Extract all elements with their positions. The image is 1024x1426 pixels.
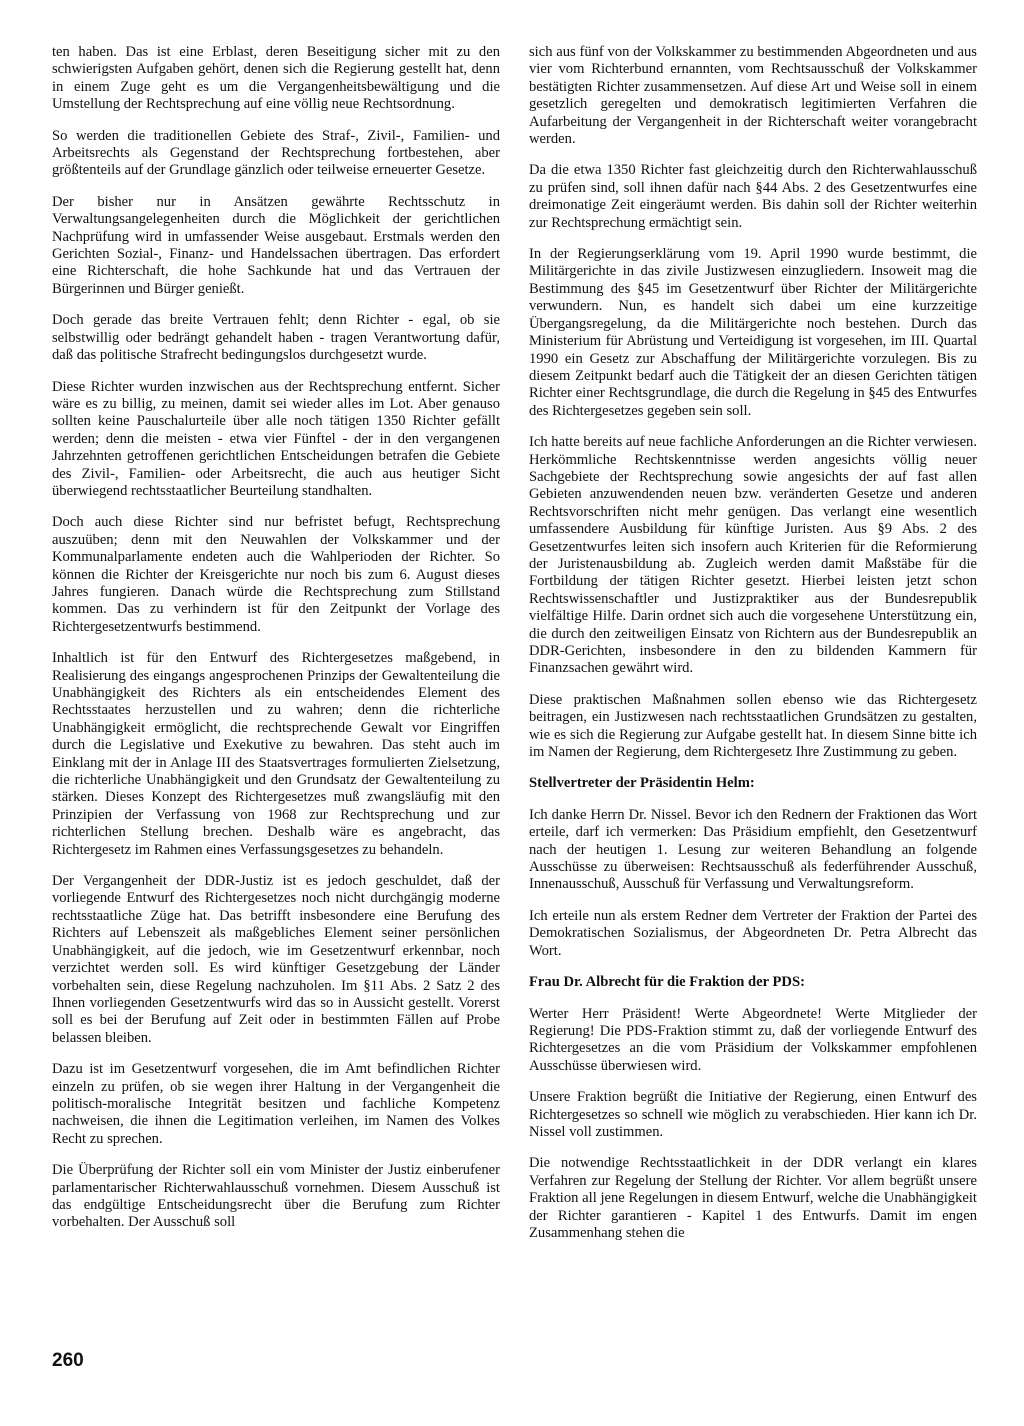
paragraph: Diese praktischen Maßnahmen sollen ebenso wie das Richtergesetz beitragen, ein Justizwesen nach rechtsstaatlichen Grundsätzen zu gestalten, wie es sich die Regierung zur Aufgabe gestellt hat. In diesem Sinne bitte ich im Namen der Regierung, dem Richtergesetz Ihre Zustimmung zu geben. [529,691,977,761]
document-page [52,44,977,1374]
paragraph: Doch gerade das breite Vertrauen fehlt; denn Richter - egal, ob sie selbstwillig oder bedrängt gehandelt haben - tragen Verantwortung dafür, daß das politische Strafrecht bedingungslos durchgesetzt wurde. [52,312,500,364]
paragraph: Ich erteile nun als erstem Redner dem Vertreter der Fraktion der Partei des Demokratischen Sozialismus, der Abgeordneten Dr. Petra Albrecht das Wort. [529,907,977,959]
paragraph: ten haben. Das ist eine Erblast, deren Beseitigung sicher mit zu den schwierigsten Aufgaben gehört, denen sich die Regierung gestellt hat, denn in einem Zuge geht es um die Vergangenheitsbewältigung und die Umstellung der Rechtsprechung auf eine völlig neue Rechtsordnung. [52,44,500,113]
speaker-heading: Stellvertreter der Präsidentin Helm: [529,775,755,792]
paragraph: In der Regierungserklärung vom 19. April 1990 wurde bestimmt, die Militärgerichte in das zivile Justizwesen einzugliedern. Insoweit mag die Bestimmung des §45 im Gesetzentwurf über Richter der Militärgerichte verwundern. Nun, es handelt sich dabei um eine kurzzeitige Übergangsregelung, da die Militärgerichte noch bestehen. Durch das Ministerium für Abrüstung und Verteidigung ist vorgesehen, im III. Quartal 1990 ein Gesetz zur Abschaffung der Militärgerichte vorzulegen. Bis zu diesem Zeitpunkt bedarf auch die Tätigkeit der an diesen Gerichten tätigen Richter einer Rechtsgrundlage, die durch die Regelung in §45 des Entwurfes des Richtergesetzes gegeben sein soll. [529,246,977,419]
paragraph: Werter Herr Präsident! Werte Abgeordnete! Werte Mitglieder der Regierung! Die PDS-Fraktion stimmt zu, daß der vorliegende Entwurf des Richtergesetzes an die vom Präsidium der Volkskammer empfohlenen Ausschüsse überwiesen wird. [529,1005,977,1074]
left-column [52,44,500,1374]
paragraph: Inhaltlich ist für den Entwurf des Richtergesetzes maßgebend, in Realisierung des eingangs angesprochenen Prinzips der Gewaltenteilung die Unabhängigkeit des Richters als ein entscheidendes Element des Rechtsstaates herzustellen und zu wahren; denn die richterliche Unabhängigkeit ermöglicht, die rechtsprechende Gewalt vor Eingriffen durch die Legislative und Exekutive zu bewahren. Das steht auch im Einklang mit der in Anlage III des Staatsvertrages formulierten Zielsetzung, die richterliche Unabhängigkeit und den Grundsatz der Gewaltenteilung zu stärken. Dieses Konzept des Richtergesetzes muß zwangsläufig mit den Prinzipien der Verfassung von 1968 zur Rechtsprechung und zur richterlichen Stellung brechen. Deshalb wäre es angebracht, das Richtergesetz im Rahmen eines Verfassungsgesetzes zu behandeln. [52,650,500,858]
paragraph: Unsere Fraktion begrüßt die Initiative der Regierung, einen Entwurf des Richtergesetzes so schnell wie möglich zu verabschieden. Hier kann ich Dr. Nissel voll zustimmen. [529,1089,977,1140]
paragraph: Ich danke Herrn Dr. Nissel. Bevor ich den Rednern der Fraktionen das Wort erteile, darf ich vermerken: Das Präsidium empfiehlt, den Gesetzentwurf nach der heutigen 1. Lesung zur weiteren Behandlung an folgende Ausschüsse zu überweisen: Rechtsausschuß als federführender Ausschuß, Innenausschuß, Ausschuß für Verfassung und Verwaltungsreform. [529,806,977,893]
paragraph: Doch auch diese Richter sind nur befristet befugt, Rechtsprechung auszuüben; denn mit den Neuwahlen der Volkskammer und der Kommunalparlamente endeten auch die Wahlperioden der Richter. So können die Richter der Kreisgerichte nur noch bis zum 6. August dieses Jahres fungieren. Danach würde die Rechtsprechung zum Stillstand kommen. Das zu verhindern ist für den Zeitpunkt der Vorlage des Richtergesetzentwurfs bestimmend. [52,514,500,635]
paragraph: Der Vergangenheit der DDR-Justiz ist es jedoch geschuldet, daß der vorliegende Entwurf des Richtergesetzes noch nicht durchgängig moderne rechtsstaatliche Züge hat. Das betrifft insbesondere eine Berufung des Richters auf Lebenszeit als maßgebliches Element seiner persönlichen Unabhängigkeit, auf die jedoch, wie im Gesetzentwurf erkennbar, noch verzichtet werden soll. Es wird künftiger Gesetzgebung der Länder vorbehalten sein, diese Regelung nachzuholen. Im §11 Abs. 2 Satz 2 des Ihnen vorliegenden Gesetzentwurfs wird das so in Aussicht gestellt. Vorerst soll es bei der Berufung auf Zeit oder in bestimmten Fällen auf Probe belassen bleiben. [52,873,500,1046]
right-column [529,44,977,1374]
paragraph: Der bisher nur in Ansätzen gewährte Rechtsschutz in Verwaltungsangelegenheiten durch die Möglichkeit der gerichtlichen Nachprüfung wird in umfassender Weise ausgebaut. Erstmals werden den Gerichten Sozial-, Finanz- und Handelssachen übertragen. Das erfordert eine Richterschaft, die hohe Sachkunde hat und das Vertrauen der Bürgerinnen und Bürger genießt. [52,193,500,297]
paragraph: Dazu ist im Gesetzentwurf vorgesehen, die im Amt befindlichen Richter einzeln zu prüfen, ob sie wegen ihrer Haltung in der Vergangenheit die politisch-moralische Integrität besitzen und fachliche Kompetenz nachweisen, die ihnen die Legitimation verleihen, im Namen des Volkes Recht zu sprechen. [52,1061,500,1147]
paragraph: Ich hatte bereits auf neue fachliche Anforderungen an die Richter verwiesen. Herkömmliche Rechtskenntnisse werden angesichts völlig neuer Sachgebiete der Rechtsprechung sowie angesichts der auf fast allen Gebieten anzuwendenden neuen bzw. veränderten Gesetze und anderen Rechtsvorschriften nicht mehr genügen. Das verlangt eine wesentlich umfassendere Ausbildung für künftige Juristen. Aus §9 Abs. 2 des Gesetzentwurfes leiten sich insofern auch Kriterien für die Reformierung der Juristenausbildung ab. Zugleich werden damit Maßstäbe für die Fortbildung der tätigen Richter gesetzt. Hierbei leisten jetzt schon Rechtswissenschaftler und Justizpraktiker aus der Bundesrepublik vielfältige Hilfe. Darin ordnet sich auch die vorgesehene Unterstützung ein, die durch den zeitweiligen Einsatz von Richtern aus der Bundesrepublik an DDR-Gerichten, insbesondere in den zu bildenden Kammern für Finanzsachen gewährt wird. [529,434,977,677]
paragraph: Die notwendige Rechtsstaatlichkeit in der DDR verlangt ein klares Verfahren zur Regelung der Stellung der Richter. Vor allem begrüßt unsere Fraktion all jene Regelungen in diesem Entwurf, welche die Unabhängigkeit der Richter garantieren - Kapitel 1 des Entwurfs. Damit im engen Zusammenhang stehen die [529,1155,977,1241]
paragraph: Die Überprüfung der Richter soll ein vom Minister der Justiz einberufener parlamentarischer Richterwahlausschuß vornehmen. Diesem Ausschuß ist das endgültige Entscheidungsrecht über die Berufung zum Richter vorbehalten. Der Ausschuß soll [52,1162,500,1231]
paragraph: So werden die traditionellen Gebiete des Straf-, Zivil-, Familien- und Arbeitsrechts als Gegenstand der Rechtsprechung fortbestehen, aber größtenteils auf der Grundlage gänzlich oder teilweise erneuerter Gesetze. [52,127,500,179]
paragraph: Diese Richter wurden inzwischen aus der Rechtsprechung entfernt. Sicher wäre es zu billig, zu meinen, damit sei wieder alles im Lot. Aber genauso sollten keine Pauschalurteile über alle noch tätigen 1350 Richter gefällt werden; denn die meisten - etwa vier Fünftel - der in den vergangenen Jahrzehnten getroffenen gerichtlichen Entscheidungen betrafen die Gebiete des Zivil-, Familien- oder Arbeitsrecht, die auch aus heutiger Sicht überwiegend rechtsstaatlicher Beurteilung standhalten. [52,378,500,499]
paragraph: sich aus fünf von der Volkskammer zu bestimmenden Abgeordneten und aus vier vom Richterbund ernannten, vom Rechtsausschuß der Volkskammer bestätigten Richter zusammensetzen. Auf diese Art und Weise soll in einem gesetzlich geregelten und demokratisch legitimierten Verfahren die Aufarbeitung der Vergangenheit in der Richterschaft weiter vorangebracht werden. [529,44,977,148]
speaker-heading: Frau Dr. Albrecht für die Fraktion der PDS: [529,974,805,991]
paragraph: Da die etwa 1350 Richter fast gleichzeitig durch den Richterwahlausschuß zu prüfen sind, soll ihnen dafür nach §44 Abs. 2 des Gesetzentwurfes eine dreimonatige Zeit eingeräumt werden. Bis dahin soll der Richter weiterhin zur Rechtsprechung ermächtigt sein. [529,162,977,231]
page-number: 260 [52,1350,84,1371]
